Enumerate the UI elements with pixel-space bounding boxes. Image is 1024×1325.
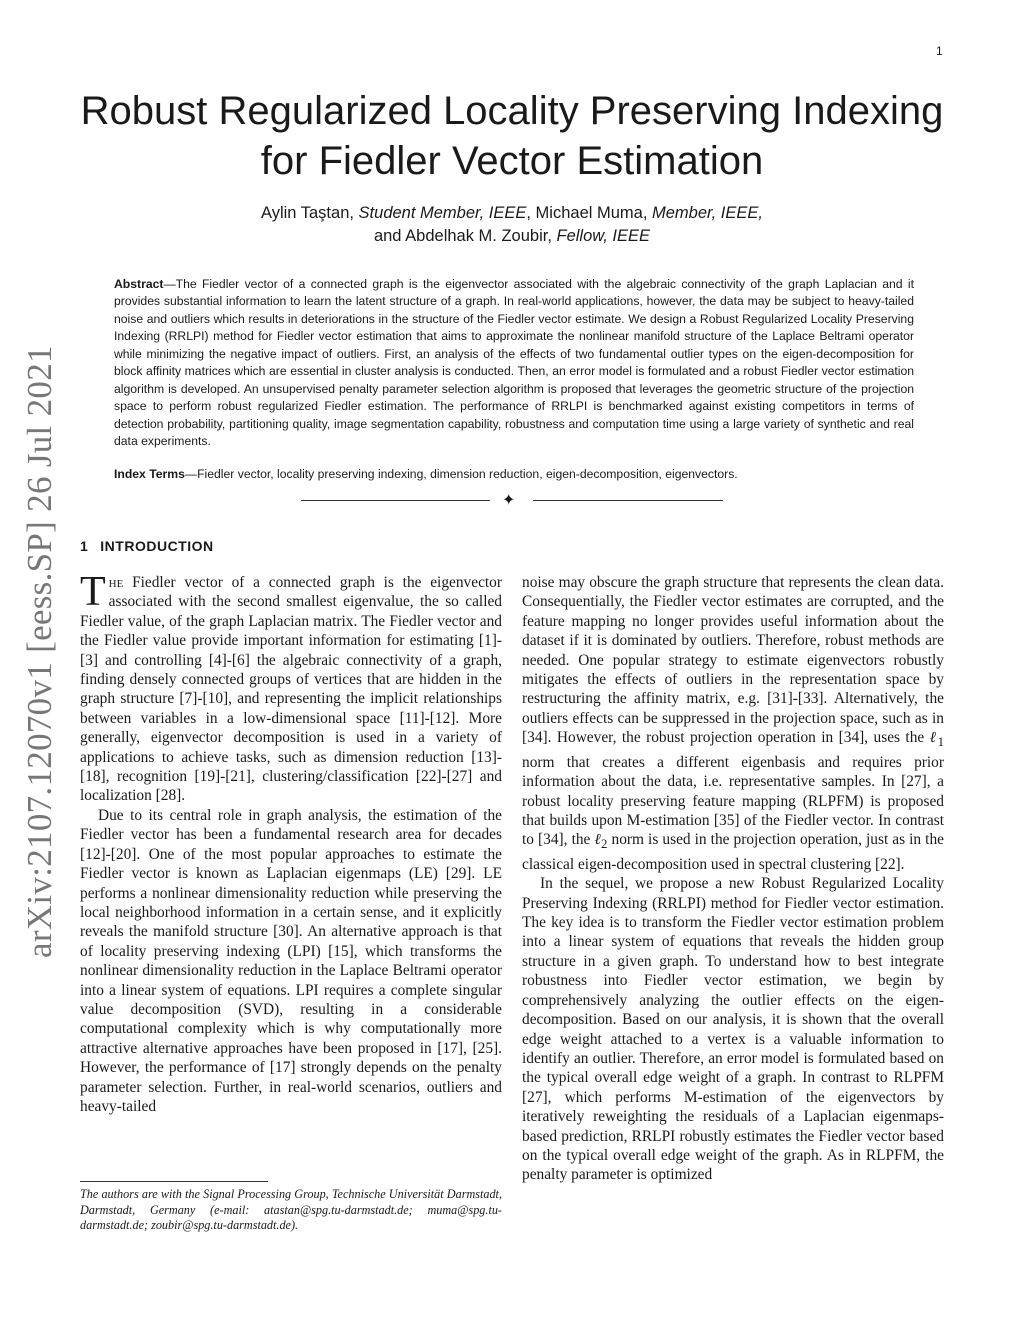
index-terms-label: Index Terms (114, 467, 185, 481)
author-1-name: Aylin Taştan, (261, 204, 359, 222)
paragraph-1 (80, 569, 502, 806)
affiliation-footnote: The authors are with the Signal Processing Group, Technische Universität Darmstadt, Darmstadt, Germany (e-mail: atastan@spg.tu-darmstadt.de; muma@spg.tu-darmstadt.de; zoubir@spg.tu-darmstadt.de). (80, 1187, 502, 1233)
l1-norm-symbol: ℓ (929, 729, 938, 747)
paragraph-3-part-b: norm that creates a different eigenbasis and requires prior information about the data, i.e. representative samples. In [27], a robust locality preserving feature mapping (RLPFM) is proposed that builds upon M-estimation [35] of the Fiedler vector. In contrast to [34], the (522, 753, 944, 849)
section-number: 1 (80, 538, 89, 554)
l2-subscript: 2 (601, 837, 608, 852)
divider-rule-right (533, 500, 723, 501)
l1-subscript: 1 (937, 735, 944, 750)
drop-cap-rest: he (108, 574, 124, 591)
author-1-role: Student Member, IEEE (358, 204, 527, 222)
section-title: INTRODUCTION (100, 538, 214, 554)
title-line-1: Robust Regularized Locality Preserving Indexing (80, 89, 944, 133)
paragraph-3-part-c: norm is used in the projection operation, just as in the classical eigen-decomposition used in spectral clustering [22]. (522, 831, 944, 873)
author-2-name: , Michael Muma, (526, 204, 653, 222)
divider-star-icon: ✦ (502, 492, 516, 509)
title-line-2: for Fiedler Vector Estimation (260, 139, 764, 183)
paragraph-3 (522, 573, 944, 874)
author-2-role: Member, IEEE, (652, 204, 763, 222)
index-terms-text: —Fiedler vector, locality preserving indexing, dimension reduction, eigen-decomposition, eigenvectors. (184, 467, 738, 481)
abstract (114, 276, 914, 451)
body-column-right (522, 573, 944, 1185)
arxiv-stamp: arXiv:2107.12070v1 [eess.SP] 26 Jul 2021 (20, 345, 59, 958)
abstract-label: Abstract (114, 277, 164, 291)
drop-cap: T (80, 569, 106, 615)
l2-norm-symbol: ℓ (594, 831, 602, 849)
abstract-text: —The Fiedler vector of a connected graph is the eigenvector associated with the algebraic connectivity of the graph Laplacian and it provides substantial information to learn the latent structure of a graph. In real-world applications, however, the data may be subject to heavy-tailed noise and outliers which results in deteriorations in the structure of the Fiedler vector estimate. We design a Robust Regularized Locality Preserving Indexing (RRLPI) method for Fiedler vector estimation that aims to approximate the nonlinear manifold structure of the Laplace Beltrami operator while minimizing the negative impact of outliers. First, an analysis of the effects of two fundamental outlier types on the eigen-decomposition for block affinity matrices which are essential in cluster analysis is conducted. Then, an error model is formulated and a robust Fiedler vector estimation algorithm is developed. An unsupervised penalty parameter selection algorithm is proposed that leverages the geometric structure of the projection space to perform robust regularized Fiedler estimation. The performance of RRLPI is benchmarked against existing competitors in terms of detection probability, partitioning quality, image segmentation capability, robustness and computation time using a large variety of synthetic and real data experiments. (114, 277, 914, 449)
author-3-role: Fellow, IEEE (556, 227, 651, 245)
paragraph-3-part-a: noise may obscure the graph structure that represents the clean data. Consequentially, the Fiedler vector estimates are corrupted, and the feature mapping no longer provides useful information about the dataset if it is dominated by outliers. Therefore, robust methods are needed. One popular strategy to estimate eigenvectors robustly mitigates the effects of outliers in the representation space by restructuring the affinity matrix, e.g. [31]-[33]. Alternatively, the outliers effects can be suppressed in the projection space, such as in [34]. However, the robust projection operation in [34], uses the (522, 574, 944, 747)
paragraph-4: In the sequel, we propose a new Robust Regularized Locality Preserving Indexing (RRLPI) method for Fiedler vector estimation. The key idea is to transform the Fiedler vector estimation problem into a linear system of equations that reveals the hidden group structure in a given graph. To understand how to best integrate robustness into Fiedler vector estimation, we begin by comprehensively analyzing the outlier effects on the eigen-decomposition. Based on our analysis, it is shown that the overall edge weight attached to a vertex is a valuable information to identify an outlier. Therefore, an error model is formulated based on the typical overall edge weight of a graph. In contrast to RLPFM [27], which performs M-estimation of the eigenvectors by iteratively reweighting the residuals of a Laplacian eigenmaps-based prediction, RRLPI robustly estimates the Fiedler vector based on the typical overall edge weight of the graph. As in RLPFM, the penalty parameter is optimized (522, 875, 944, 1184)
footnote-rule (80, 1181, 268, 1182)
paragraph-2: Due to its central role in graph analysis, the estimation of the Fiedler vector has been a fundamental research area for decades [12]-[20]. One of the most popular approaches to estimate the Fiedler vector is known as Laplacian eigenmaps (LE) [29]. LE performs a nonlinear dimensionality reduction while preserving the local neighborhood information in a certain sense, and it explicitly reveals the manifold structure [30]. An alternative approach is that of locality preserving indexing (LPI) [15], which transforms the nonlinear dimensionality reduction in the Laplace Beltrami operator into a linear system of equations. LPI requires a complete singular value decomposition (SVD), resulting in a considerable computational complexity which is why computationally more attractive alternative approaches have been proposed in [17], [25]. However, the performance of [17] strongly depends on the penalty parameter selection. Further, in real-world scenarios, outliers and heavy-tailed (80, 806, 502, 1115)
body-column-left (80, 569, 502, 1116)
paragraph-1-text: Fiedler vector of a connected graph is the eigenvector associated with the second smallest eigenvalue, the so called Fiedler value, of the graph Laplacian matrix. The Fiedler vector and the Fiedler value provide important information for estimating [1]-[3] and controlling [4]-[6] the algebraic connectivity of a graph, finding densely connected groups of vertices that are hidden in the graph structure [7]-[10], and representing the implicit relationships between variables in a low-dimensional space [11]-[12]. More generally, eigenvector decomposition is used in a variety of applications to achieve tasks, such as dimension reduction [13]-[18], recognition [19]-[21], clustering/classification [22]-[27] and localization [28]. (80, 574, 502, 805)
page-number: 1 (936, 44, 943, 58)
section-heading (80, 538, 214, 554)
section-divider (301, 492, 723, 508)
paper-title (60, 86, 964, 186)
author-3-name: and Abdelhak M. Zoubir, (373, 227, 557, 245)
divider-rule-left (301, 500, 490, 501)
index-terms (114, 466, 914, 483)
author-list (60, 202, 964, 248)
